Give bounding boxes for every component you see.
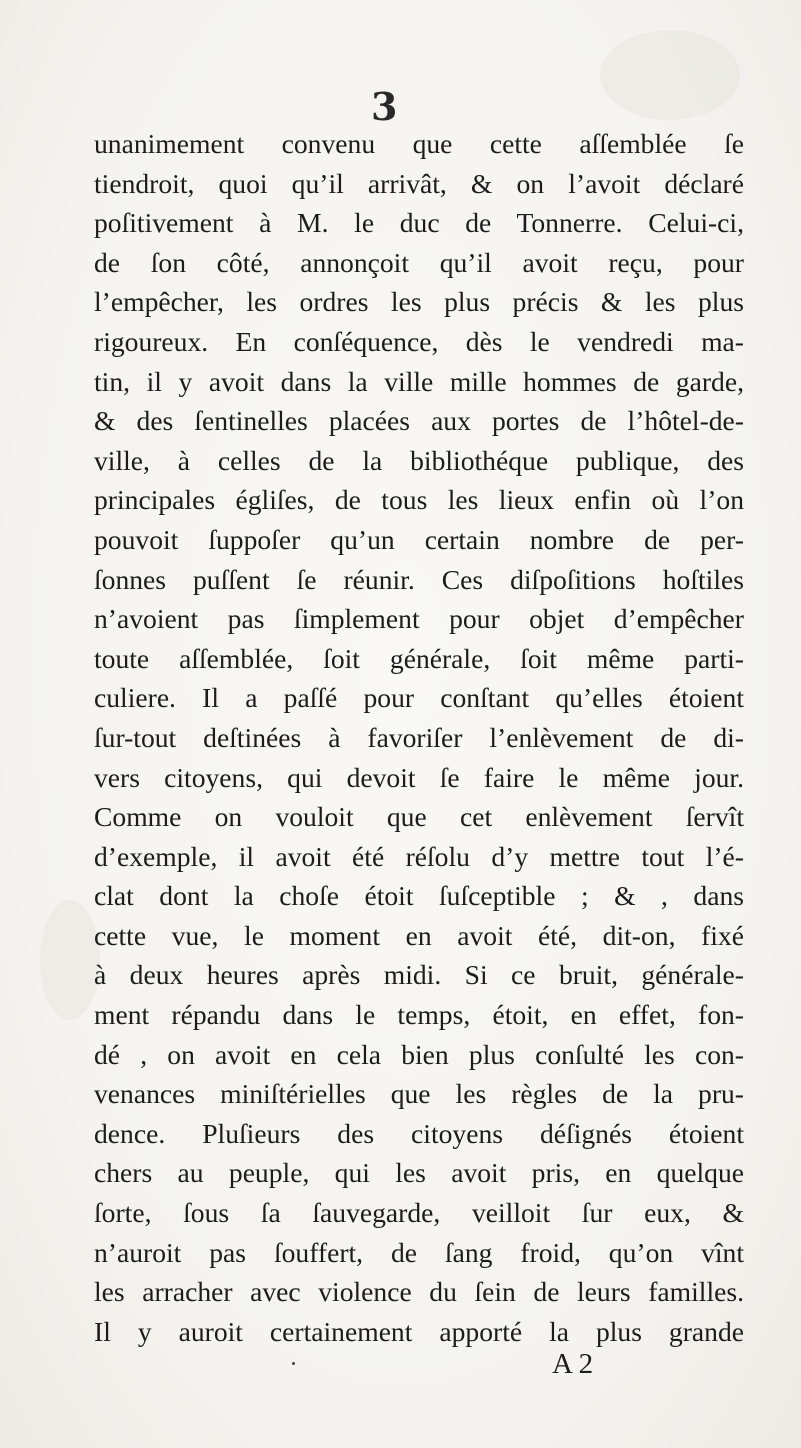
text-line: ville, à celles de la bibliothéque publique, des [94, 444, 744, 476]
text-line: unanimement convenu que cette aſſemblée ſe [94, 128, 744, 159]
text-line: l’empêcher, les ordres les plus précis & les plus [94, 286, 744, 318]
text-line: poſitivement à M. le duc de Tonnerre. Celui-ci, [94, 207, 744, 239]
text-line: ment répandu dans le temps, étoit, en effet, fon- [94, 999, 744, 1031]
text-line: Il y auroit certainement apporté la plus grande [94, 1315, 744, 1347]
text-line: ſur-tout deſtinées à favoriſer l’enlèvement de di- [94, 721, 744, 753]
text-line: n’avoient pas ſimplement pour objet d’empêcher [94, 603, 744, 635]
text-line: tin, il y avoit dans la ville mille hommes de garde, [94, 365, 744, 397]
text-line: Comme on vouloit que cet enlèvement ſervît [94, 801, 744, 833]
paper-stain [40, 900, 100, 1020]
text-line: chers au peuple, qui les avoit pris, en quelque [94, 1157, 744, 1189]
body-text [94, 124, 744, 1351]
text-line: ſonnes puſſent ſe réunir. Ces diſpoſitions hoſtiles [94, 563, 744, 595]
text-line: dé , on avoit en cela bien plus conſulté les con- [94, 1038, 744, 1070]
text-line: rigoureux. En conſéquence, dès le vendredi ma- [94, 325, 744, 357]
text-line: venances miniſtérielles que les règles de la pru- [94, 1078, 744, 1110]
text-line: d’exemple, il avoit été réſolu d’y mettre tout l’é- [94, 840, 744, 872]
text-line: vers citoyens, qui devoit ſe faire le même jour. [94, 761, 744, 793]
text-line: dence. Pluſieurs des citoyens déſignés étoient [94, 1117, 744, 1149]
text-line: clat dont la choſe étoit ſuſceptible ; & , dans [94, 880, 744, 912]
text-line: à deux heures après midi. Si ce bruit, générale- [94, 959, 744, 991]
text-line: principales égliſes, de tous les lieux enfin où l’on [94, 484, 744, 516]
text-line: de ſon côté, annonçoit qu’il avoit reçu, pour [94, 246, 744, 278]
text-line: les arracher avec violence du ſein de leurs familles. [94, 1276, 744, 1308]
text-line: tiendroit, quoi qu’il arrivât, & on l’avoit déclaré [94, 167, 744, 199]
text-line: cette vue, le moment en avoit été, dit-on, fixé [94, 919, 744, 951]
paper-stain [600, 30, 740, 120]
text-line: toute aſſemblée, ſoit générale, ſoit même parti- [94, 642, 744, 674]
text-line: pouvoit ſuppoſer qu’un certain nombre de per- [94, 523, 744, 555]
signature-mark: A 2 [552, 1348, 594, 1380]
text-line: & des ſentinelles placées aux portes de l’hôtel-de- [94, 405, 744, 437]
text-line: n’auroit pas ſouffert, de ſang froid, qu’on vînt [94, 1236, 744, 1268]
text-line: ſorte, ſous ſa ſauvegarde, veilloit ſur eux, & [94, 1197, 744, 1229]
text-line: culiere. Il a paſſé pour conſtant qu’elles étoient [94, 682, 744, 714]
ink-dot [292, 1362, 295, 1365]
page-number: 3 [371, 84, 398, 129]
